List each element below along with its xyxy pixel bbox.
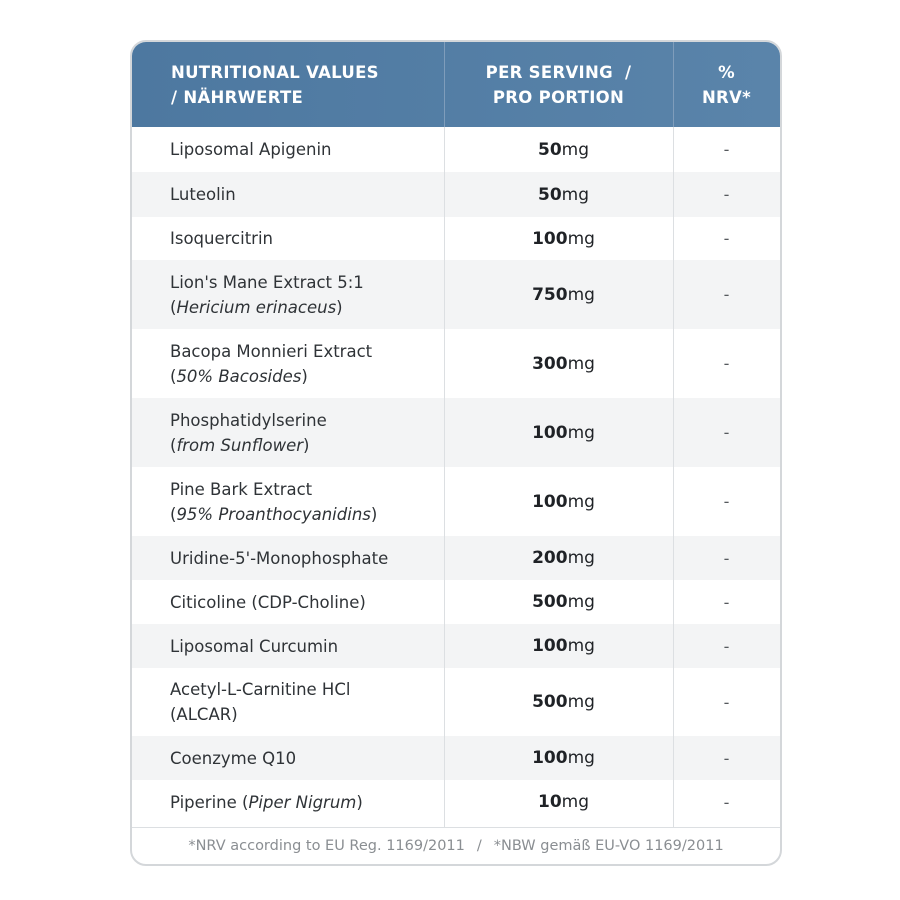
ingredient-nrv: - bbox=[723, 229, 730, 248]
footnote bbox=[132, 827, 780, 864]
ingredient-name: Phosphatidylserine (from Sunflower) bbox=[170, 410, 327, 455]
ingredient-source: (ALCAR) bbox=[170, 705, 238, 724]
table-row bbox=[132, 398, 780, 467]
ingredient-source: 50% Bacosides bbox=[176, 366, 302, 386]
ingredient-amount: 50 mg bbox=[537, 139, 590, 160]
ingredient-name: Coenzyme Q10 bbox=[170, 748, 297, 768]
ingredient-name: Acetyl-L-Carnitine HCl (ALCAR) bbox=[132, 668, 444, 736]
table-row bbox=[132, 736, 780, 780]
ingredient-name: Isoquercitrin bbox=[170, 229, 274, 248]
ingredient-nrv: - bbox=[723, 636, 730, 656]
header-col2-line1: PER SERVING / bbox=[485, 62, 632, 82]
ingredient-nrv: - bbox=[723, 548, 730, 568]
ingredient-name: Bacopa Monnieri Extract (50% Bacosides) bbox=[170, 341, 373, 386]
header-col3-line1: % bbox=[718, 62, 735, 82]
table-row bbox=[132, 780, 780, 824]
ingredient-nrv: - bbox=[723, 354, 730, 373]
header-per-serving bbox=[444, 42, 673, 127]
header-nrv bbox=[673, 42, 780, 127]
ingredient-amount: 500 mg bbox=[532, 692, 595, 712]
footnote-en: *NRV according to EU Reg. 1169/2011 bbox=[188, 838, 465, 854]
column-divider bbox=[673, 127, 674, 827]
ingredient-name: Liposomal Apigenin bbox=[170, 140, 332, 159]
ingredient-nrv: - bbox=[723, 592, 730, 612]
table-row bbox=[132, 127, 780, 172]
ingredient-amount: 100 mg bbox=[532, 228, 595, 249]
ingredient-nrv: - bbox=[723, 492, 730, 511]
ingredient-amount: 200 mg bbox=[532, 548, 595, 568]
ingredient-source: from Sunflower bbox=[176, 435, 304, 455]
ingredient-amount: 100 mg bbox=[532, 748, 595, 768]
footnote-de: *NBW gemäß EU-VO 1169/2011 bbox=[493, 838, 724, 854]
ingredient-amount: 100 mg bbox=[532, 422, 595, 443]
nutrition-table-card bbox=[130, 40, 782, 866]
table-row bbox=[132, 260, 780, 329]
ingredient-source: 95% Proanthocyanidins bbox=[176, 504, 371, 524]
ingredient-amount: 100 mg bbox=[532, 636, 595, 656]
header-nutritional-values bbox=[132, 42, 444, 127]
ingredient-name: Uridine-5'-Monophosphate bbox=[170, 548, 389, 568]
header-col2-line2: PRO PORTION bbox=[492, 87, 625, 107]
ingredient-amount: 100 mg bbox=[532, 491, 595, 512]
header-col3-line2: NRV* bbox=[701, 87, 752, 107]
ingredient-name: Lion's Mane Extract 5:1 (Hericium erinaceus) bbox=[170, 272, 364, 317]
column-divider bbox=[444, 127, 445, 827]
table-row bbox=[132, 172, 780, 217]
ingredient-nrv: - bbox=[723, 285, 730, 304]
ingredient-name: Luteolin bbox=[170, 185, 236, 204]
table-row bbox=[132, 668, 780, 736]
table-row bbox=[132, 580, 780, 624]
footnote-separator: / bbox=[476, 838, 482, 854]
table-body bbox=[132, 127, 780, 824]
ingredient-name: Citicoline (CDP-Choline) bbox=[170, 592, 366, 612]
table-row bbox=[132, 624, 780, 668]
ingredient-amount: 50 mg bbox=[537, 184, 590, 205]
table-row bbox=[132, 329, 780, 398]
ingredient-source: Hericium erinaceus bbox=[176, 297, 337, 317]
ingredient-name: Liposomal Curcumin bbox=[170, 636, 339, 656]
ingredient-amount: 750 mg bbox=[532, 284, 595, 305]
ingredient-nrv: - bbox=[723, 185, 730, 204]
ingredient-nrv: - bbox=[723, 792, 730, 812]
table-header bbox=[132, 42, 780, 127]
ingredient-nrv: - bbox=[723, 423, 730, 442]
ingredient-nrv: - bbox=[723, 748, 730, 768]
ingredient-nrv: - bbox=[723, 140, 730, 159]
ingredient-nrv: - bbox=[723, 692, 730, 712]
ingredient-name: Pine Bark Extract (95% Proanthocyanidins) bbox=[170, 479, 378, 524]
ingredient-amount: 300 mg bbox=[532, 353, 595, 374]
header-col1-line1: NUTRITIONAL VALUES bbox=[171, 62, 379, 82]
ingredient-amount: 10 mg bbox=[537, 792, 590, 812]
table-row bbox=[132, 217, 780, 260]
table-row bbox=[132, 467, 780, 536]
ingredient-name: Piperine (Piper Nigrum) bbox=[170, 792, 363, 812]
table-row bbox=[132, 536, 780, 580]
ingredient-amount: 500 mg bbox=[532, 592, 595, 612]
ingredient-source: Piper Nigrum bbox=[248, 792, 357, 812]
header-col1-line2: / NÄHRWERTE bbox=[171, 87, 304, 107]
